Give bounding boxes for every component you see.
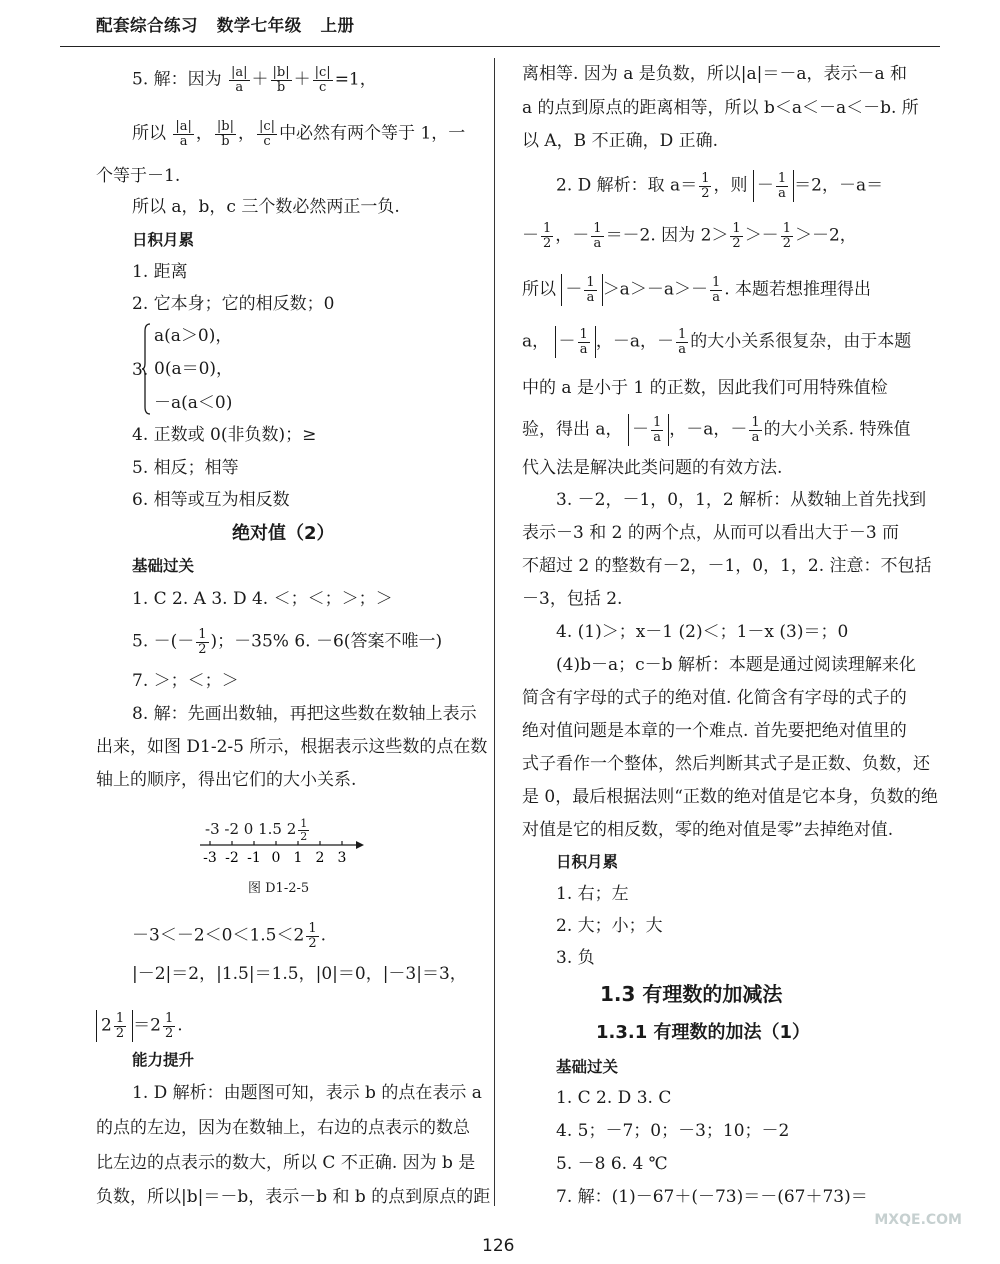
text-line: 中的 a 是小于 1 的正数，因此我们可用特殊值检 — [522, 378, 888, 398]
frac-abs-b: $\frac{|b|}{b}$ — [272, 65, 290, 95]
text-line: 负数，所以|b|＝－b，表示－b 和 b 的点到原点的距 — [96, 1187, 491, 1207]
section-heading: 能力提升 — [132, 1051, 195, 1069]
header-rule — [60, 46, 940, 47]
d2-line6: 验，得出 a， － $\frac{1}{a}$ ，－a，－ $\frac{1}{a}$ 的大小关系. 特殊值 — [522, 415, 911, 445]
text-line: 8. 解：先画出数轴，再把这些数在数轴上表示 — [132, 704, 477, 724]
text-line: 1. D 解析：由题图可知，表示 b 的点在表示 a — [132, 1083, 482, 1103]
number-line-tick-label: 2 — [315, 850, 325, 866]
q5-line: 5. 解：因为 $\frac{|a|}{a}$ ＋ $\frac{|b|}{b}$ ＋ $\frac{|c|}{c}$ =1， — [132, 65, 377, 95]
number-line-tick-label: -2 — [225, 850, 239, 866]
abs-mixed-line: 2 $\frac{1}{2}$ ＝2 $\frac{1}{2}$ . — [96, 1010, 183, 1042]
text-line: 表示－3 和 2 的两个点，从而可以看出大于－3 而 — [522, 523, 900, 543]
text-line: 个等于－1. — [96, 166, 181, 186]
q5-so-line: 所以 $\frac{|a|}{a}$ ， $\frac{|b|}{b}$ ， $\frac{|c|}{c}$ 中必然有两个等于 1，一 — [132, 119, 466, 149]
number-line-tick-label: 3 — [337, 850, 347, 866]
text-line: 以 A，B 不正确，D 正确. — [522, 131, 719, 151]
subsection-title: 1.3.1 有理数的加法（1） — [596, 1022, 811, 1043]
section-heading: 基础过关 — [132, 557, 195, 575]
text-line: 出来，如图 D1-2-5 所示，根据表示这些数的点在数 — [96, 737, 488, 757]
piecewise-case: 0(a＝0)， — [154, 359, 234, 379]
text-line: 的点的左边，因为在数轴上，右边的点表示的数总 — [96, 1118, 470, 1138]
answer-5-line: 5. －(－ $\frac{1}{2}$ )；－35% 6. －6(答案不唯一) — [132, 627, 443, 657]
text-line: 对值是它的相反数，零的绝对值是零”去掉绝对值. — [522, 820, 894, 840]
text-line: 离相等. 因为 a 是负数，所以|a|＝－a，表示－a 和 — [522, 64, 908, 84]
piecewise-number: 3. — [132, 360, 149, 380]
text-line: 代入法是解决此类问题的有效方法. — [522, 458, 783, 478]
piecewise-case: －a(a＜0) — [154, 393, 233, 413]
text-line: 2. 它本身；它的相反数；0 — [132, 294, 335, 314]
text-line: 3. －2，－1，0，1，2 解析：从数轴上首先找到 — [556, 490, 927, 510]
text-line: 6. 相等或互为相反数 — [132, 490, 290, 510]
text-line: 1. 右；左 — [556, 884, 629, 904]
watermark: MXQE.COM — [874, 1212, 962, 1228]
order-line: －3＜－2＜0＜1.5＜2 $\frac{1}{2}$ . — [132, 921, 326, 951]
text-line: 式子看作一个整体，然后判断其式子是正数、负数，还 — [522, 754, 930, 774]
chapter-title: 1.3 有理数的加减法 — [600, 982, 783, 1006]
text-line: 轴上的顺序，得出它们的大小关系. — [96, 770, 357, 790]
text-line: a 的点到原点的距离相等，所以 b＜a＜－a＜－b. 所 — [522, 98, 919, 118]
text-line: |－2|＝2，|1.5|＝1.5，|0|＝0，|－3|＝3， — [132, 964, 467, 984]
number-line-tick-label: 0 — [271, 850, 281, 866]
piecewise-brace — [142, 323, 151, 415]
section-heading: 基础过关 — [556, 1058, 619, 1076]
d2-line2: － $\frac{1}{2}$ ，－ $\frac{1}{a}$ ＝－2. 因为 2＞ $\frac{1}{2}$ ＞－ $\frac{1}{2}$ ＞－2， — [522, 221, 857, 251]
d2-line3: 所以 － $\frac{1}{a}$ ＞a＞－a＞－ $\frac{1}{a}$ . 本题若想推理得出 — [522, 275, 872, 305]
d2-line4: a， － $\frac{1}{a}$ ，－a，－ $\frac{1}{a}$ 的大小关系很复杂，由于本题 — [522, 327, 912, 357]
text-line: 1. 距离 — [132, 262, 188, 282]
text-line: 7. 解：(1)－67＋(－73)＝－(67＋73)＝ — [556, 1187, 868, 1207]
piecewise-case: a(a＞0)， — [154, 326, 233, 346]
text-line: 比左边的点表示的数大，所以 C 不正确. 因为 b 是 — [96, 1153, 476, 1173]
text-line: 简含有字母的式子的绝对值. 化简含有字母的式子的 — [522, 688, 907, 708]
text-line: (4)b－a；c－b 解析：本题是通过阅读理解来化 — [556, 655, 916, 675]
text-line: 7. ＞；＜；＞ — [132, 671, 239, 691]
text-line: 5. 相反；相等 — [132, 458, 239, 478]
text-line: 4. 正数或 0(非负数)；≥ — [132, 425, 317, 445]
text-line: 所以 a，b，c 三个数必然两正一负. — [132, 197, 400, 217]
number-line-tick-label: 1 — [293, 850, 303, 866]
text-line: 1. C 2. A 3. D 4. ＜；＜；＞；＞ — [132, 589, 393, 609]
number-line-tick-label: -1 — [247, 850, 261, 866]
text-line: 绝对值问题是本章的一个难点. 首先要把绝对值里的 — [522, 721, 907, 741]
d2-line1: 2. D 解析：取 a＝ $\frac{1}{2}$ ，则 － $\frac{1}{a}$ ＝2，－a＝ — [556, 171, 884, 201]
text-line: 3. 负 — [556, 948, 595, 968]
number-line-tick-label: -3 — [203, 850, 217, 866]
text-line: 2. 大；小；大 — [556, 916, 663, 936]
running-header: 配套综合练习 数学七年级 上册 — [96, 16, 355, 35]
number-line-point-labels: -3 -2 0 1.5 2 $\frac{1}{2}$ — [205, 817, 308, 843]
text-line: 4. 5；－7；0；－3；10；－2 — [556, 1121, 790, 1141]
text-line: 4. (1)＞；x－1 (2)＜；1－x (3)＝；0 — [556, 622, 849, 642]
text-line: －3，包括 2. — [522, 589, 623, 609]
figure-caption: 图 D1-2-5 — [248, 881, 310, 896]
section-heading: 日积月累 — [556, 853, 619, 871]
section-title: 绝对值（2） — [232, 523, 335, 544]
page-number: 126 — [482, 1236, 515, 1256]
text-line: 5. －8 6. 4 ℃ — [556, 1154, 668, 1174]
section-heading: 日积月累 — [132, 231, 195, 249]
text-line: 是 0，最后根据法则“正数的绝对值是它本身，负数的绝 — [522, 787, 938, 807]
frac-abs-a: $\frac{|a|}{a}$ — [231, 65, 248, 95]
text-line: 不超过 2 的整数有－2，－1，0，1，2. 注意：不包括 — [522, 556, 932, 576]
text-line: 1. C 2. D 3. C — [556, 1088, 672, 1108]
column-divider — [494, 58, 495, 1206]
number-line — [196, 836, 366, 870]
frac-abs-c: $\frac{|c|}{c}$ — [314, 65, 331, 95]
